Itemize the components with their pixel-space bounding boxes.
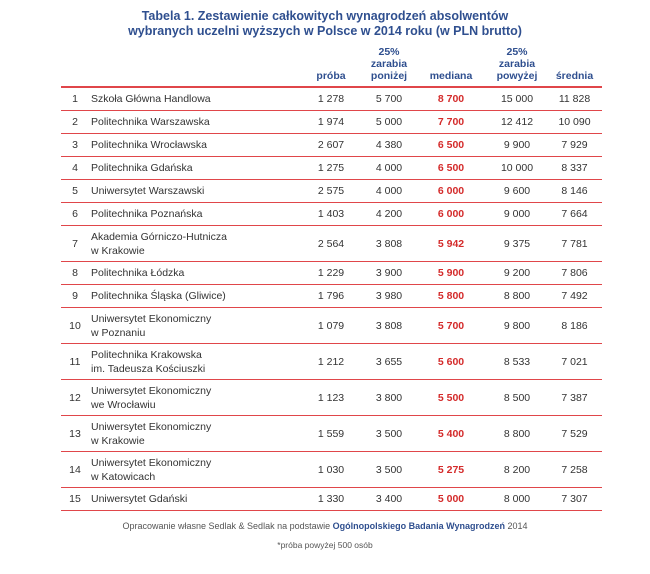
cell-rank: 8 [61, 262, 89, 285]
cell-p25: 3 400 [363, 488, 415, 511]
salary-table [61, 42, 602, 511]
university-name-line: Politechnika Poznańska [91, 208, 203, 220]
cell-srednia: 7 806 [547, 262, 602, 285]
cell-p25: 3 900 [363, 262, 415, 285]
university-name-line: w Krakowie [91, 244, 145, 257]
cell-rank: 13 [61, 416, 89, 452]
university-name-line: Uniwersytet Ekonomiczny [91, 384, 212, 397]
cell-p25: 3 500 [363, 452, 415, 488]
source-suffix: 2014 [504, 521, 528, 531]
header-proba: próba [299, 42, 363, 87]
cell-proba: 1 229 [299, 262, 363, 285]
cell-mediana: 5 800 [415, 285, 487, 308]
cell-srednia: 7 664 [547, 203, 602, 226]
cell-p75: 8 800 [487, 416, 547, 452]
table-row [61, 488, 602, 511]
cell-proba: 1 079 [299, 308, 363, 344]
cell-p75: 9 375 [487, 226, 547, 262]
university-name-line: Szkoła Główna Handlowa [91, 93, 211, 105]
cell-mediana: 6 000 [415, 203, 487, 226]
table-row [61, 87, 602, 111]
cell-p75: 9 900 [487, 134, 547, 157]
cell-p25: 5 700 [363, 87, 415, 111]
cell-mediana: 5 000 [415, 488, 487, 511]
cell-rank: 5 [61, 180, 89, 203]
table-row [61, 262, 602, 285]
cell-university [89, 308, 299, 344]
source-prefix: Opracowanie własne Sedlak & Sedlak na podstawie [122, 521, 333, 531]
header-p75-line: 25% [506, 46, 528, 58]
header-p75-line: powyżej [496, 70, 538, 82]
cell-p25: 3 655 [363, 344, 415, 380]
university-name-line: Politechnika Warszawska [91, 116, 210, 128]
cell-rank: 11 [61, 344, 89, 380]
cell-rank: 7 [61, 226, 89, 262]
header-p25-line: zarabia [370, 58, 408, 70]
cell-p75: 9 600 [487, 180, 547, 203]
cell-mediana: 5 275 [415, 452, 487, 488]
table-body [61, 87, 602, 511]
cell-p25: 4 000 [363, 157, 415, 180]
university-name-line: Uniwersytet Ekonomiczny [91, 456, 212, 469]
university-name-line: Uniwersytet Ekonomiczny [91, 312, 212, 325]
cell-mediana: 5 900 [415, 262, 487, 285]
header-srednia: średnia [547, 42, 602, 87]
cell-proba: 1 796 [299, 285, 363, 308]
cell-p75: 8 200 [487, 452, 547, 488]
cell-proba: 1 330 [299, 488, 363, 511]
cell-proba: 1 403 [299, 203, 363, 226]
cell-proba: 1 278 [299, 87, 363, 111]
cell-university [89, 488, 299, 511]
cell-proba: 1 559 [299, 416, 363, 452]
cell-university [89, 452, 299, 488]
university-name-line: w Katowicach [91, 470, 156, 483]
cell-p75: 8 000 [487, 488, 547, 511]
cell-srednia: 8 186 [547, 308, 602, 344]
table-header-row [61, 42, 602, 87]
cell-mediana: 8 700 [415, 87, 487, 111]
table-title-line-1: Tabela 1. Zestawienie całkowitych wynagrodzeń absolwentów [141, 9, 509, 23]
university-name-line: Uniwersytet Ekonomiczny [91, 420, 212, 433]
cell-rank: 9 [61, 285, 89, 308]
university-name-line: Uniwersytet Warszawski [91, 185, 205, 197]
cell-p25: 5 000 [363, 111, 415, 134]
cell-p25: 3 980 [363, 285, 415, 308]
cell-mediana: 5 400 [415, 416, 487, 452]
cell-university [89, 262, 299, 285]
cell-university [89, 380, 299, 416]
cell-rank: 4 [61, 157, 89, 180]
university-name-line: im. Tadeusza Kościuszki [91, 362, 206, 375]
cell-proba: 1 275 [299, 157, 363, 180]
header-num [61, 42, 89, 87]
header-p25-line: 25% [378, 46, 400, 58]
cell-p25: 4 200 [363, 203, 415, 226]
university-name-line: Politechnika Gdańska [91, 162, 193, 174]
university-name-line: we Wrocławiu [91, 398, 156, 411]
cell-p75: 8 500 [487, 380, 547, 416]
table-row [61, 226, 602, 262]
cell-mediana: 5 942 [415, 226, 487, 262]
table-row [61, 203, 602, 226]
cell-rank: 3 [61, 134, 89, 157]
header-p75 [487, 42, 547, 87]
university-name-line: Uniwersytet Gdański [91, 493, 188, 505]
cell-mediana: 6 000 [415, 180, 487, 203]
cell-university [89, 285, 299, 308]
source-note [0, 521, 650, 531]
cell-p25: 4 000 [363, 180, 415, 203]
university-name-line: w Poznaniu [91, 326, 146, 339]
cell-mediana: 5 700 [415, 308, 487, 344]
table-row [61, 308, 602, 344]
university-name-line: Politechnika Krakowska [91, 348, 202, 361]
university-name-line: Politechnika Śląska (Gliwice) [91, 290, 226, 302]
cell-srednia: 7 781 [547, 226, 602, 262]
header-p25 [363, 42, 415, 87]
header-p75-line: zarabia [498, 58, 536, 70]
header-p25-line: poniżej [370, 70, 408, 82]
cell-rank: 10 [61, 308, 89, 344]
cell-mediana: 7 700 [415, 111, 487, 134]
cell-proba: 1 030 [299, 452, 363, 488]
cell-rank: 14 [61, 452, 89, 488]
cell-srednia: 8 146 [547, 180, 602, 203]
cell-university [89, 203, 299, 226]
cell-proba: 1 212 [299, 344, 363, 380]
cell-university [89, 344, 299, 380]
cell-university [89, 416, 299, 452]
cell-university [89, 157, 299, 180]
cell-p75: 8 800 [487, 285, 547, 308]
cell-p25: 3 800 [363, 380, 415, 416]
cell-srednia: 7 929 [547, 134, 602, 157]
table-row [61, 157, 602, 180]
university-name-line: Politechnika Wrocławska [91, 139, 207, 151]
cell-srednia: 10 090 [547, 111, 602, 134]
cell-p25: 3 500 [363, 416, 415, 452]
cell-university [89, 134, 299, 157]
table-row [61, 452, 602, 488]
cell-srednia: 7 258 [547, 452, 602, 488]
cell-srednia: 7 492 [547, 285, 602, 308]
cell-proba: 2 564 [299, 226, 363, 262]
cell-proba: 1 123 [299, 380, 363, 416]
cell-proba: 2 575 [299, 180, 363, 203]
cell-rank: 15 [61, 488, 89, 511]
footnote: *próba powyżej 500 osób [277, 540, 373, 550]
cell-mediana: 6 500 [415, 134, 487, 157]
cell-rank: 1 [61, 87, 89, 111]
university-name-line: w Krakowie [91, 434, 145, 447]
table-row [61, 134, 602, 157]
cell-university [89, 111, 299, 134]
cell-mediana: 5 600 [415, 344, 487, 380]
university-name-line: Politechnika Łódzka [91, 267, 185, 279]
cell-p25: 4 380 [363, 134, 415, 157]
cell-university [89, 87, 299, 111]
source-highlight: Ogólnopolskiego Badania Wynagrodzeń [332, 521, 505, 531]
cell-p75: 10 000 [487, 157, 547, 180]
cell-p75: 9 200 [487, 262, 547, 285]
table-row [61, 180, 602, 203]
cell-p75: 15 000 [487, 87, 547, 111]
university-name-line: Akademia Górniczo-Hutnicza [91, 230, 227, 243]
cell-srednia: 7 387 [547, 380, 602, 416]
cell-university [89, 180, 299, 203]
cell-university [89, 226, 299, 262]
cell-srednia: 7 307 [547, 488, 602, 511]
cell-rank: 12 [61, 380, 89, 416]
table-row [61, 344, 602, 380]
cell-p25: 3 808 [363, 308, 415, 344]
cell-rank: 2 [61, 111, 89, 134]
table-title [0, 9, 650, 39]
cell-rank: 6 [61, 203, 89, 226]
cell-p75: 8 533 [487, 344, 547, 380]
table-row [61, 285, 602, 308]
cell-srednia: 8 337 [547, 157, 602, 180]
cell-srednia: 7 529 [547, 416, 602, 452]
cell-proba: 1 974 [299, 111, 363, 134]
table-row [61, 380, 602, 416]
cell-p25: 3 808 [363, 226, 415, 262]
table-row [61, 111, 602, 134]
cell-srednia: 11 828 [547, 87, 602, 111]
cell-p75: 12 412 [487, 111, 547, 134]
cell-mediana: 5 500 [415, 380, 487, 416]
header-name [89, 42, 299, 87]
table-row [61, 416, 602, 452]
header-mediana: mediana [415, 42, 487, 87]
table-title-line-2: wybranych uczelni wyższych w Polsce w 2014 roku (w PLN brutto) [128, 24, 522, 38]
cell-p75: 9 800 [487, 308, 547, 344]
cell-proba: 2 607 [299, 134, 363, 157]
cell-srednia: 7 021 [547, 344, 602, 380]
cell-p75: 9 000 [487, 203, 547, 226]
cell-mediana: 6 500 [415, 157, 487, 180]
